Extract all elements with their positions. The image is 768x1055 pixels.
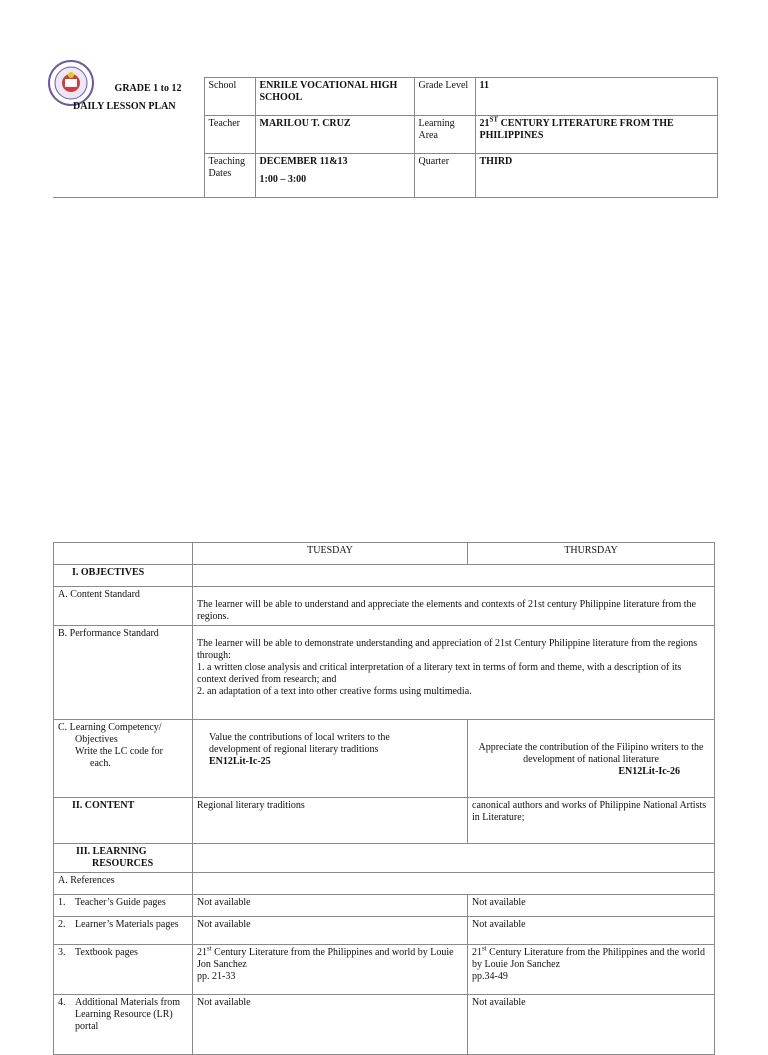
dates-value: DECEMBER 11&13 1:00 – 3:00: [255, 154, 414, 198]
teachers-guide-thursday: Not available: [468, 895, 715, 917]
dates-label: Teaching Dates: [204, 154, 255, 198]
textbook-label: 3. Textbook pages: [54, 945, 193, 995]
teachers-guide-tuesday: Not available: [193, 895, 468, 917]
area-value: 21ST CENTURY LITERATURE FROM THE PHILIPPINES: [475, 116, 718, 154]
learners-materials-label: 2. Learner’s Materials pages: [54, 917, 193, 945]
title-dlp: DAILY LESSON PLAN: [73, 100, 176, 112]
content-heading: II. CONTENT: [54, 798, 193, 844]
day-header-row: [54, 543, 715, 565]
references-label: A. References: [54, 873, 193, 895]
competency-thursday: Appreciate the contribution of the Filipino writers to the development of national literature EN12Lit-Ic-26: [468, 720, 715, 798]
teacher-label: Teacher: [204, 116, 255, 154]
objectives-heading: I. OBJECTIVES: [54, 565, 193, 587]
additional-materials-label: 4. Additional Materials from Learning Resource (LR) portal: [54, 995, 193, 1055]
textbook-thursday: 21st Century Literature from the Philippines and the world by Louie Jon Sanchez pp.34-49: [468, 945, 715, 995]
school-value: ENRILE VOCATIONAL HIGH SCHOOL: [255, 78, 414, 116]
grade-label: Grade Level: [414, 78, 475, 116]
textbook-tuesday: 21st Century Literature from the Philippines and world by Louie Jon Sanchez pp. 21-33: [193, 945, 468, 995]
plan-title: [53, 78, 204, 198]
col-tuesday: TUESDAY: [193, 543, 468, 565]
performance-standard-text: The learner will be able to demonstrate understanding and appreciation of 21st Century Philippine literature from the regions through: 1. a written close analysis and critical interpretation of a literary text in terms of form and theme, with a description of its context derived from research; and 2. an adaptation of a text into other creative forms using multimedia.: [193, 626, 715, 720]
competency-label: C. Learning Competency/ Objectives Write the LC code for each.: [54, 720, 193, 798]
content-thursday: canonical authors and works of Philippine National Artists in Literature;: [468, 798, 715, 844]
performance-standard-label: B. Performance Standard: [54, 626, 193, 720]
area-label: Learning Area: [414, 116, 475, 154]
grade-value: 11: [475, 78, 718, 116]
quarter-label: Quarter: [414, 154, 475, 198]
lesson-plan-table: [53, 542, 715, 1055]
quarter-value: THIRD: [475, 154, 718, 198]
additional-materials-thursday: Not available: [468, 995, 715, 1055]
content-standard-text: The learner will be able to understand and appreciate the elements and contexts of 21st century Philippine literature from the regions.: [193, 587, 715, 626]
teacher-value: MARILOU T. CRUZ: [255, 116, 414, 154]
header-table: [53, 77, 718, 198]
resources-heading: III. LEARNING RESOURCES: [54, 844, 193, 873]
learners-materials-thursday: Not available: [468, 917, 715, 945]
content-tuesday: Regional literary traditions: [193, 798, 468, 844]
additional-materials-tuesday: Not available: [193, 995, 468, 1055]
school-label: School: [204, 78, 255, 116]
title-grade: GRADE 1 to 12: [114, 82, 182, 94]
teachers-guide-label: 1. Teacher’s Guide pages: [54, 895, 193, 917]
content-standard-label: A. Content Standard: [54, 587, 193, 626]
col-thursday: THURSDAY: [468, 543, 715, 565]
learners-materials-tuesday: Not available: [193, 917, 468, 945]
competency-tuesday: Value the contributions of local writers to the development of regional literary traditions EN12Lit-Ic-25: [193, 720, 468, 798]
